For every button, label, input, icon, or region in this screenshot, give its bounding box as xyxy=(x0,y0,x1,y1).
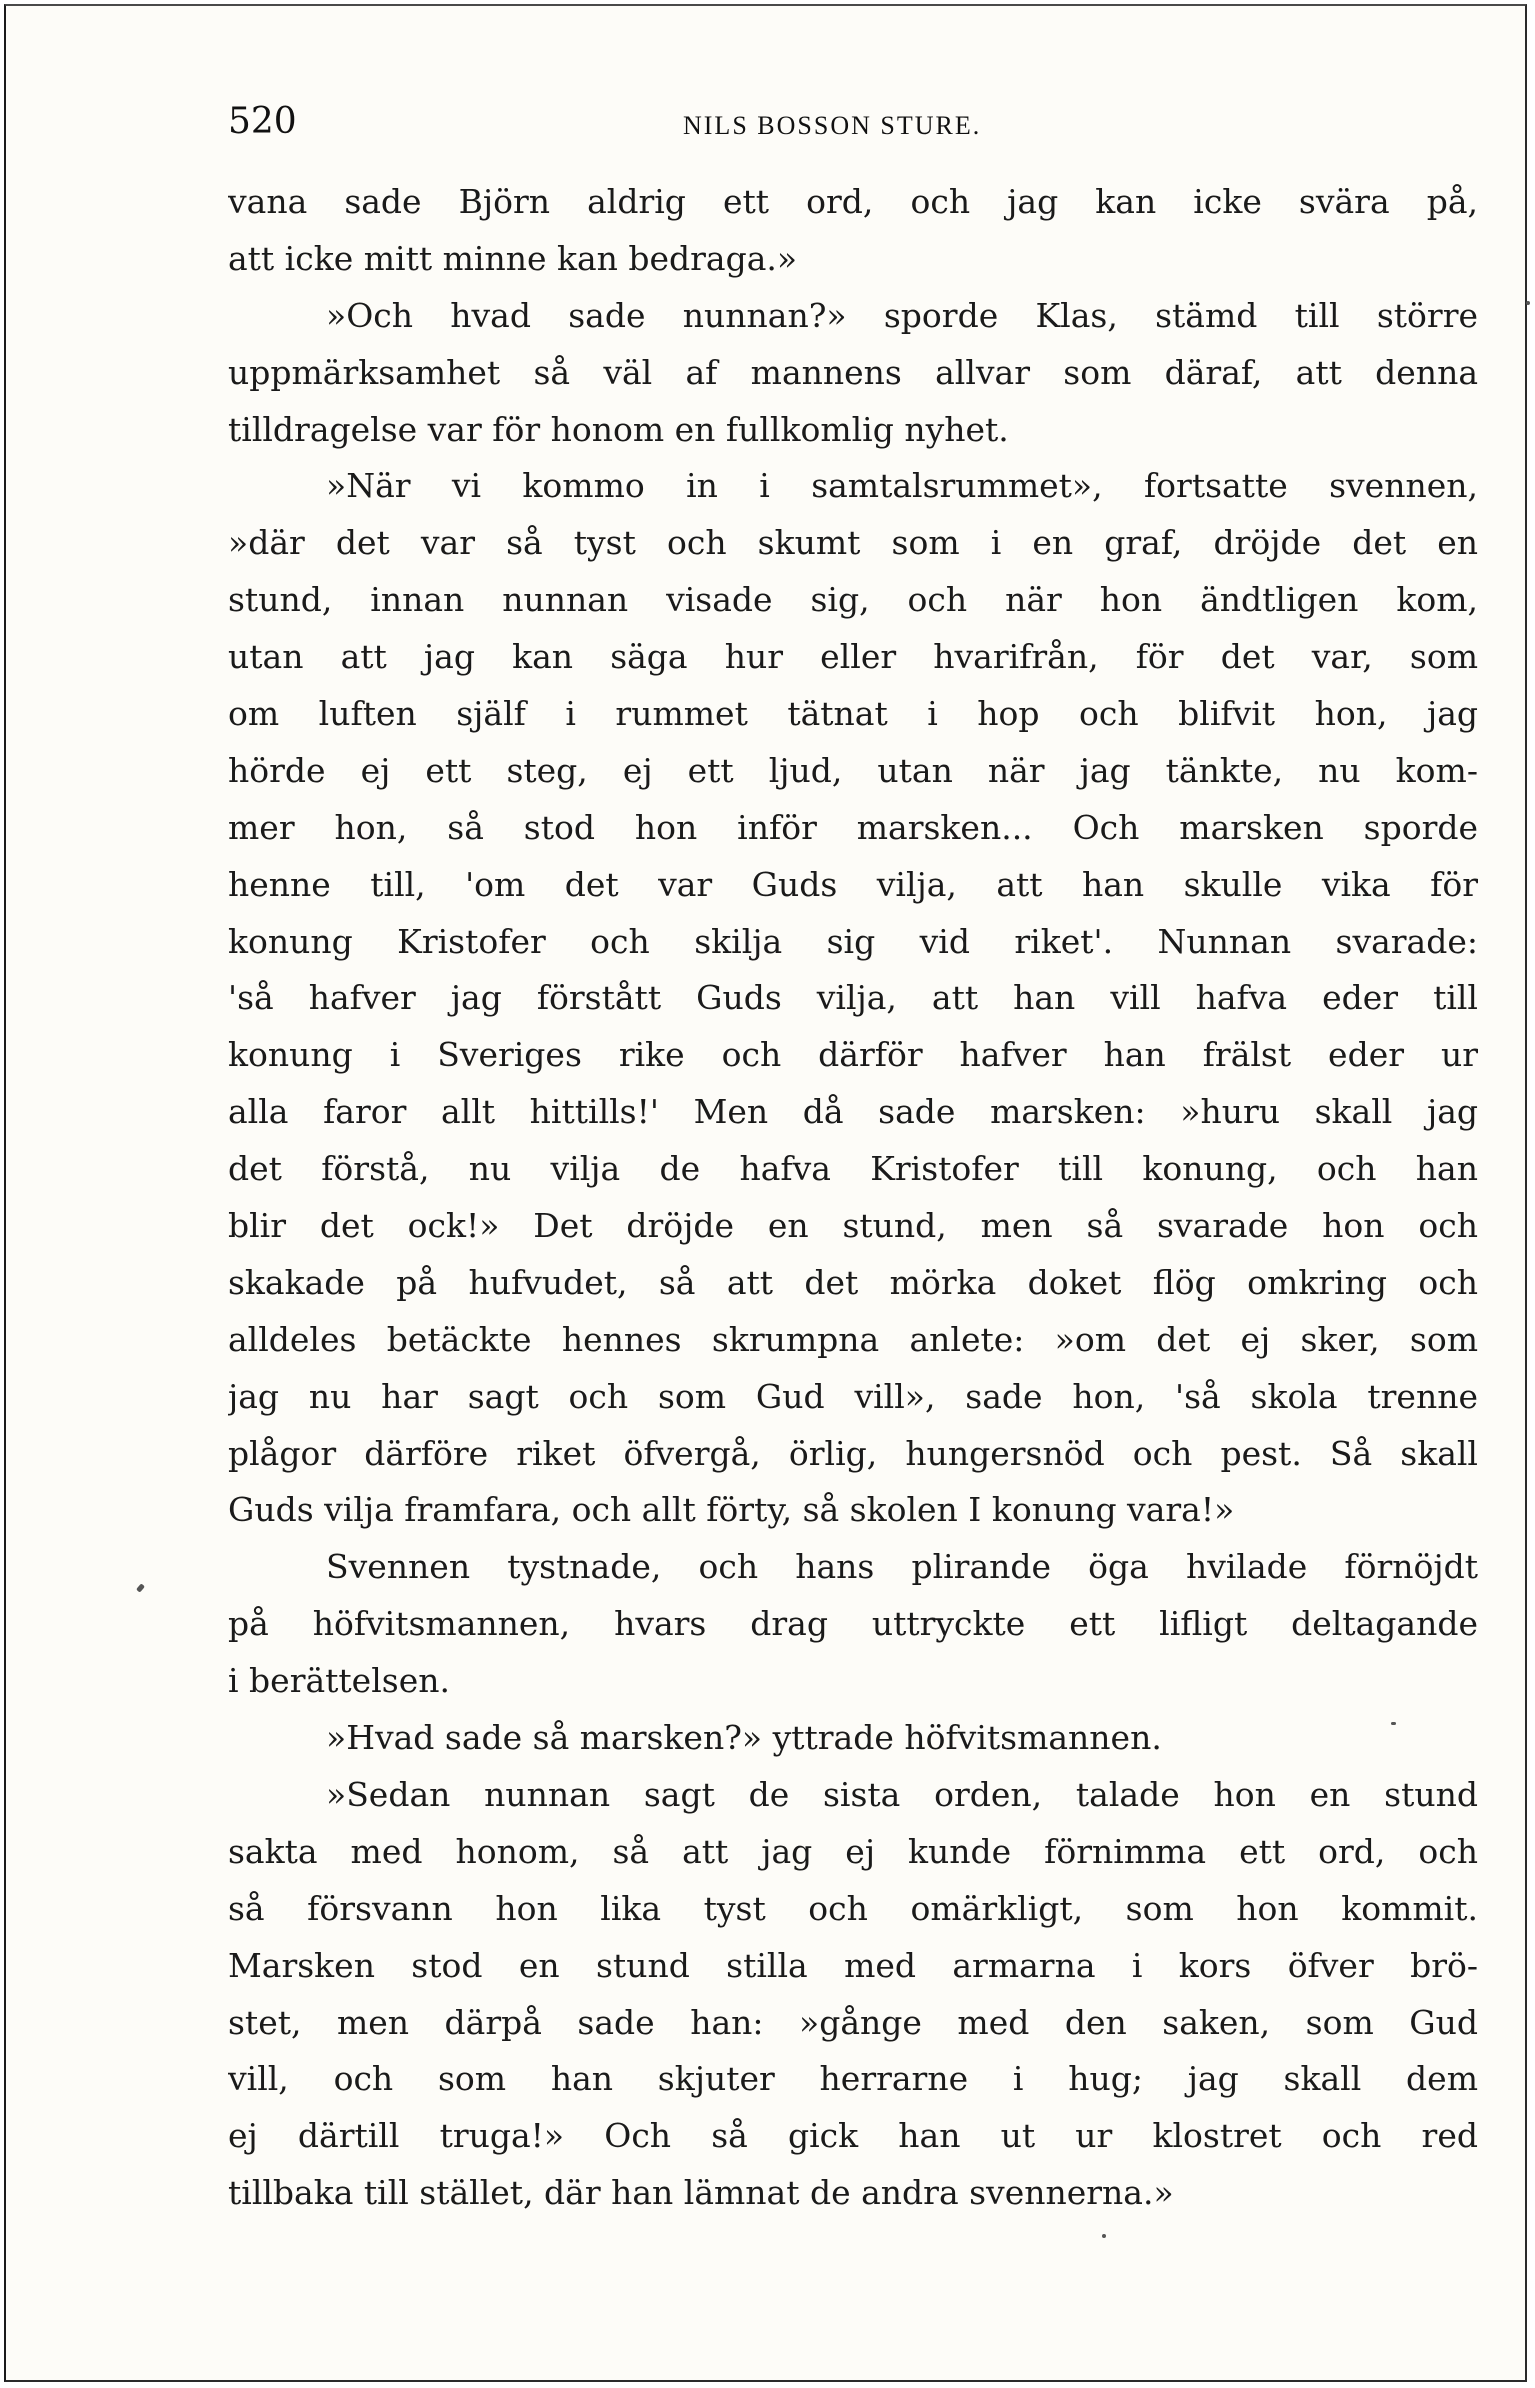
text-line: om luften själf i rummet tätnat i hop och blifvit hon, jag xyxy=(228,694,1478,734)
text-line: skakade på hufvudet, så att det mörka doket flög omkring och xyxy=(228,1262,1478,1302)
page-number: 520 xyxy=(228,101,297,142)
text-line: vill, och som han skjuter herrarne i hug; jag skall dem xyxy=(228,2059,1478,2099)
text-line: »där det var så tyst och skumt som i en graf, dröjde det en xyxy=(228,523,1478,563)
text-line: uppmärksamhet så väl af mannens allvar som däraf, att denna xyxy=(228,352,1478,392)
text-line: tillbaka till stället, där han lämnat de andra svennerna.» xyxy=(228,2173,1174,2213)
text-line: sakta med honom, så att jag ej kunde förnimma ett ord, och xyxy=(228,1831,1478,1871)
text-line: alla faror allt hittills!' Men då sade marsken: »huru skall jag xyxy=(228,1092,1478,1132)
text-line: på höfvitsmannen, hvars drag uttryckte ett lifligt deltagande xyxy=(228,1604,1478,1644)
text-line: i berättelsen. xyxy=(228,1661,450,1701)
text-line: jag nu har sagt och som Gud vill», sade hon, 'så skola trenne xyxy=(228,1376,1478,1416)
book-page xyxy=(4,4,1527,2382)
text-line: vana sade Björn aldrig ett ord, och jag kan icke svära på, xyxy=(228,182,1478,221)
text-line: så försvann hon lika tyst och omärkligt, som hon kommit. xyxy=(228,1888,1478,1928)
text-line: stet, men därpå sade han: »gånge med den saken, som Gud xyxy=(228,2002,1478,2042)
text-line: ej därtill truga!» Och så gick han ut ur klostret och red xyxy=(228,2116,1478,2156)
text-line: henne till, 'om det var Guds vilja, att han skulle vika för xyxy=(228,864,1478,904)
text-line: att icke mitt minne kan bedraga.» xyxy=(228,238,798,278)
running-title: NILS BOSSON STURE. xyxy=(683,111,982,140)
text-line: det förstå, nu vilja de hafva Kristofer till konung, och han xyxy=(228,1149,1478,1189)
text-line: mer hon, så stod hon inför marsken... Och marsken sporde xyxy=(228,807,1478,847)
text-line: blir det ock!» Det dröjde en stund, men så svarade hon och xyxy=(228,1206,1478,1246)
text-line: stund, innan nunnan visade sig, och när hon ändtligen kom, xyxy=(228,580,1478,620)
text-line: tilldragelse var för honom en fullkomlig nyhet. xyxy=(228,409,1009,449)
ink-speck xyxy=(136,1583,145,1592)
ink-speck xyxy=(1526,301,1530,305)
text-line: konung Kristofer och skilja sig vid riket'. Nunnan svarade: xyxy=(228,921,1478,961)
text-line: »Sedan nunnan sagt de sista orden, talade hon en stund xyxy=(326,1774,1478,1814)
text-line: »När vi kommo in i samtalsrummet», fortsatte svennen, xyxy=(326,466,1478,506)
text-line: Marsken stod en stund stilla med armarna i kors öfver brö- xyxy=(228,1945,1478,1985)
ink-speck xyxy=(1102,2234,1106,2238)
text-line: konung i Sveriges rike och därför hafver han frälst eder ur xyxy=(228,1035,1478,1075)
text-line: alldeles betäckte hennes skrumpna anlete: »om det ej sker, som xyxy=(228,1319,1478,1359)
text-line: hörde ej ett steg, ej ett ljud, utan när jag tänkte, nu kom- xyxy=(228,750,1478,790)
text-line: plågor därföre riket öfvergå, örlig, hungersnöd och pest. Så skall xyxy=(228,1433,1478,1473)
text-line: »Och hvad sade nunnan?» sporde Klas, stämd till större xyxy=(326,295,1478,335)
body-text xyxy=(228,174,1478,2222)
text-line: Svennen tystnade, och hans plirande öga hvilade förnöjdt xyxy=(326,1547,1478,1587)
page-header xyxy=(228,92,1478,152)
text-line: utan att jag kan säga hur eller hvarifrån, för det var, som xyxy=(228,637,1478,677)
text-line: 'så hafver jag förstått Guds vilja, att han vill hafva eder till xyxy=(228,978,1478,1018)
text-line: »Hvad sade så marsken?» yttrade höfvitsmannen. xyxy=(326,1718,1162,1758)
text-line: Guds vilja framfara, och allt förty, så skolen I konung vara!» xyxy=(228,1490,1235,1530)
